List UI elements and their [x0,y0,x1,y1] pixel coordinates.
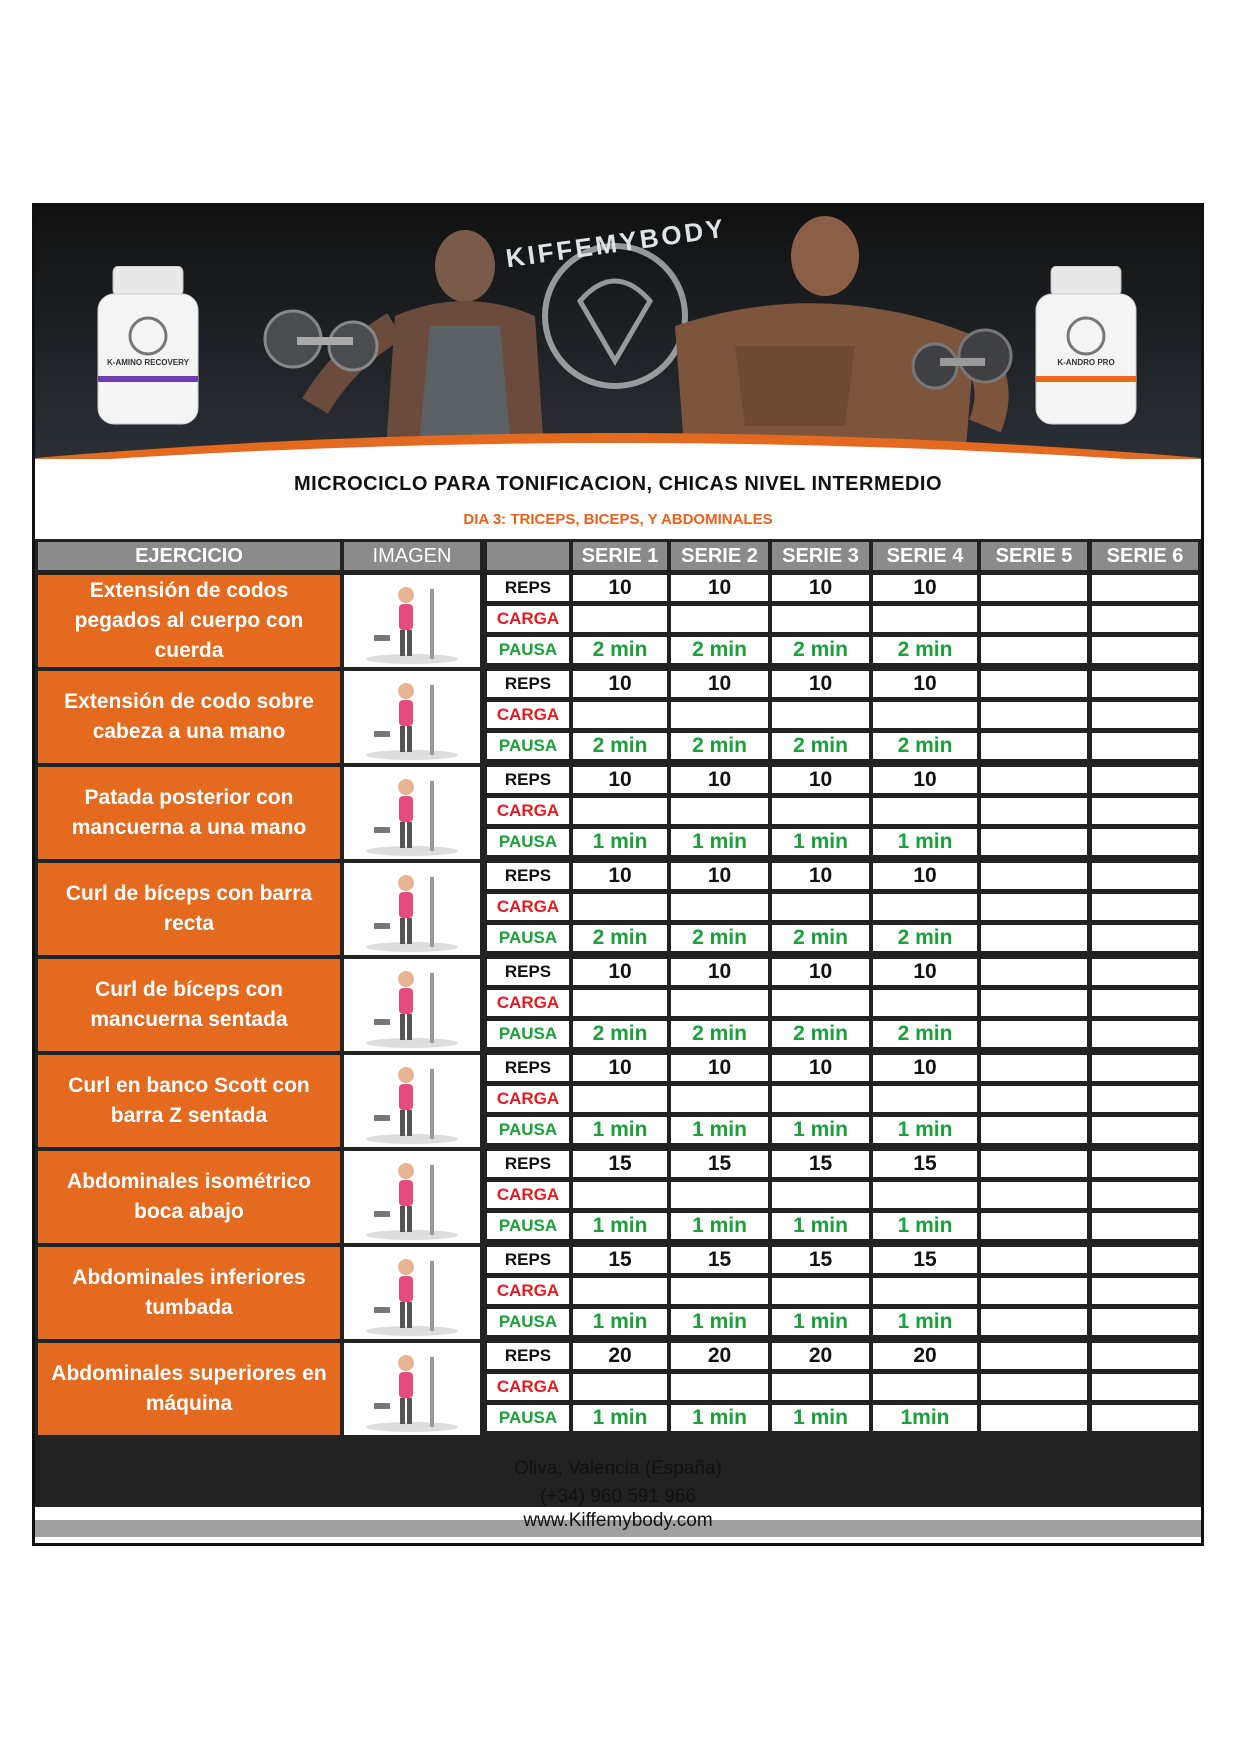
exercise-illustration-icon [344,671,480,763]
header-imagen: IMAGEN [344,542,480,570]
carga-cell [772,894,869,920]
carga-cell [573,990,667,1016]
reps-cell: 10 [671,767,768,793]
reps-cell [1092,863,1198,889]
pausa-cell: 1 min [772,829,869,855]
pausa-cell: 1 min [873,1117,977,1143]
carga-cell [671,798,768,824]
row-label-carga: CARGA [487,1182,569,1208]
pausa-cell: 1 min [573,1213,667,1239]
exercise-name: Extensión de codos pegados al cuerpo con cuerda [38,575,340,667]
reps-cell: 20 [873,1343,977,1369]
pausa-cell: 1 min [573,829,667,855]
footer-location: Oliva, Valencia (España) [514,1458,722,1479]
workout-table [35,539,1201,1507]
header-serie-1: SERIE 1 [573,542,667,570]
carga-cell [573,894,667,920]
reps-cell: 10 [873,959,977,985]
carga-cell [1092,1278,1198,1304]
reps-cell: 10 [671,671,768,697]
pausa-cell: 1 min [671,1309,768,1335]
carga-cell [671,894,768,920]
pausa-cell [1092,829,1198,855]
row-label-reps: REPS [487,1247,569,1273]
pausa-cell: 2 min [573,637,667,663]
reps-cell [981,959,1087,985]
exercise-illustration-icon [344,767,480,859]
reps-cell [1092,671,1198,697]
reps-cell: 20 [573,1343,667,1369]
carga-cell [873,1278,977,1304]
orange-swoosh [35,428,1201,459]
pausa-cell: 1 min [573,1117,667,1143]
row-label-pausa: PAUSA [487,733,569,759]
exercise-illustration-icon [344,1151,480,1243]
reps-cell [1092,1343,1198,1369]
exercise-name: Curl de bíceps con barra recta [38,863,340,955]
reps-cell: 10 [772,959,869,985]
carga-cell [772,990,869,1016]
reps-cell: 10 [671,863,768,889]
reps-cell: 20 [772,1343,869,1369]
reps-cell [981,671,1087,697]
row-label-pausa: PAUSA [487,637,569,663]
carga-cell [873,894,977,920]
pausa-cell: 1 min [873,1213,977,1239]
row-label-reps: REPS [487,1343,569,1369]
pausa-cell: 1min [873,1405,977,1431]
carga-cell [1092,894,1198,920]
pausa-cell: 2 min [772,733,869,759]
brand-emblem-icon [545,246,685,386]
row-label-reps: REPS [487,575,569,601]
exercise-name: Patada posterior con mancuerna a una mano [38,767,340,859]
reps-cell [1092,767,1198,793]
pausa-cell: 2 min [772,925,869,951]
carga-cell [671,990,768,1016]
row-label-carga: CARGA [487,894,569,920]
pausa-cell [1092,925,1198,951]
carga-cell [772,798,869,824]
pausa-cell: 2 min [873,637,977,663]
carga-cell [1092,1182,1198,1208]
carga-cell [1092,990,1198,1016]
pausa-cell: 1 min [573,1309,667,1335]
pausa-cell [981,925,1087,951]
reps-cell: 10 [671,959,768,985]
carga-cell [981,1374,1087,1400]
pausa-cell: 2 min [671,1021,768,1047]
pausa-cell [1092,1213,1198,1239]
row-label-pausa: PAUSA [487,925,569,951]
reps-cell [981,1247,1087,1273]
carga-cell [573,702,667,728]
row-label-carga: CARGA [487,1278,569,1304]
exercise-illustration-icon [344,1343,480,1435]
reps-cell: 10 [873,575,977,601]
header-serie-3: SERIE 3 [772,542,869,570]
reps-cell: 10 [573,671,667,697]
reps-cell: 10 [772,863,869,889]
pausa-cell: 1 min [772,1117,869,1143]
reps-cell [981,1151,1087,1177]
header-serie-6: SERIE 6 [1092,542,1198,570]
reps-cell [1092,1055,1198,1081]
product-name-right: K-ANDRO PRO [1057,358,1115,367]
reps-cell [981,1055,1087,1081]
carga-cell [873,702,977,728]
reps-cell: 10 [573,959,667,985]
pausa-cell [981,829,1087,855]
reps-cell: 10 [772,671,869,697]
product-bottle-left [93,266,203,426]
footer-phone: (+34) 960 591 966 [540,1486,696,1507]
reps-cell [1092,575,1198,601]
exercise-name: Abdominales isométrico boca abajo [38,1151,340,1243]
reps-cell: 15 [573,1247,667,1273]
reps-cell: 10 [573,767,667,793]
header-serie-2: SERIE 2 [671,542,768,570]
carga-cell [1092,1086,1198,1112]
carga-cell [671,1374,768,1400]
row-label-reps: REPS [487,671,569,697]
reps-cell: 15 [873,1247,977,1273]
carga-cell [671,606,768,632]
exercise-illustration-icon [344,1247,480,1339]
brand-name: KIFFEMYBODY [503,212,729,274]
workout-sheet [32,203,1204,1546]
pausa-cell [981,1021,1087,1047]
pausa-cell: 2 min [671,925,768,951]
reps-cell: 10 [772,575,869,601]
pausa-cell: 1 min [671,1117,768,1143]
exercise-name: Abdominales inferiores tumbada [38,1247,340,1339]
pausa-cell: 1 min [573,1405,667,1431]
page-subtitle: DIA 3: TRICEPS, BICEPS, Y ABDOMINALES [463,511,773,528]
pausa-cell: 1 min [671,1213,768,1239]
carga-cell [573,1374,667,1400]
reps-cell: 15 [671,1151,768,1177]
carga-cell [873,1374,977,1400]
reps-cell: 10 [772,1055,869,1081]
reps-cell: 20 [671,1343,768,1369]
pausa-cell: 1 min [873,1309,977,1335]
row-label-pausa: PAUSA [487,1021,569,1047]
reps-cell [1092,959,1198,985]
row-label-pausa: PAUSA [487,1405,569,1431]
pausa-cell [1092,1309,1198,1335]
carga-cell [671,1278,768,1304]
reps-cell: 10 [671,575,768,601]
pausa-cell [981,1405,1087,1431]
banner [35,206,1201,459]
pausa-cell: 2 min [873,1021,977,1047]
reps-cell [981,575,1087,601]
reps-cell: 10 [671,1055,768,1081]
row-label-reps: REPS [487,1151,569,1177]
row-label-reps: REPS [487,959,569,985]
pausa-cell [981,1213,1087,1239]
product-name-left: K-AMINO RECOVERY [107,358,189,367]
carga-cell [573,798,667,824]
pausa-cell [981,1309,1087,1335]
row-label-carga: CARGA [487,702,569,728]
reps-cell: 15 [873,1151,977,1177]
exercise-illustration-icon [344,863,480,955]
exercise-name: Curl de bíceps con mancuerna sentada [38,959,340,1051]
header-serie-5: SERIE 5 [981,542,1087,570]
reps-cell [981,863,1087,889]
pausa-cell: 2 min [772,1021,869,1047]
reps-cell: 10 [873,671,977,697]
row-label-pausa: PAUSA [487,1117,569,1143]
reps-cell [1092,1151,1198,1177]
title-block [35,459,1201,539]
pausa-cell: 2 min [873,733,977,759]
carga-cell [873,990,977,1016]
exercise-name: Extensión de codo sobre cabeza a una mano [38,671,340,763]
carga-cell [772,1086,869,1112]
page-title: MICROCICLO PARA TONIFICACION, CHICAS NIVEL INTERMEDIO [294,473,942,495]
pausa-cell [981,1117,1087,1143]
reps-cell [1092,1247,1198,1273]
carga-cell [772,702,869,728]
carga-cell [671,702,768,728]
carga-cell [981,990,1087,1016]
footer-website[interactable]: www.Kiffemybody.com [523,1510,713,1531]
carga-cell [981,1278,1087,1304]
pausa-cell [1092,1405,1198,1431]
row-label-carga: CARGA [487,990,569,1016]
row-label-reps: REPS [487,863,569,889]
carga-cell [873,606,977,632]
pausa-cell: 2 min [873,925,977,951]
carga-cell [573,606,667,632]
pausa-cell [981,637,1087,663]
carga-cell [573,1278,667,1304]
exercise-illustration-icon [344,575,480,667]
row-label-pausa: PAUSA [487,1213,569,1239]
carga-cell [772,1182,869,1208]
row-label-carga: CARGA [487,798,569,824]
carga-cell [573,1086,667,1112]
pausa-cell: 2 min [772,637,869,663]
carga-cell [981,894,1087,920]
carga-cell [1092,798,1198,824]
man-figure-icon [675,216,992,459]
row-label-carga: CARGA [487,1086,569,1112]
reps-cell: 10 [573,575,667,601]
exercise-illustration-icon [344,1055,480,1147]
reps-cell: 10 [873,1055,977,1081]
reps-cell: 10 [573,863,667,889]
row-label-reps: REPS [487,767,569,793]
carga-cell [981,1182,1087,1208]
reps-cell: 15 [573,1151,667,1177]
pausa-cell: 1 min [772,1405,869,1431]
reps-cell: 15 [772,1247,869,1273]
header-blank [487,542,569,570]
carga-cell [873,1086,977,1112]
row-label-carga: CARGA [487,1374,569,1400]
product-bottle-right [1031,266,1141,426]
reps-cell [981,767,1087,793]
pausa-cell: 2 min [671,637,768,663]
row-label-pausa: PAUSA [487,1309,569,1335]
carga-cell [981,1086,1087,1112]
pausa-cell [1092,637,1198,663]
header-serie-4: SERIE 4 [873,542,977,570]
reps-cell: 10 [573,1055,667,1081]
pausa-cell: 1 min [671,1405,768,1431]
pausa-cell [981,733,1087,759]
carga-cell [981,606,1087,632]
pausa-cell: 2 min [573,733,667,759]
carga-cell [873,798,977,824]
pausa-cell: 1 min [873,829,977,855]
reps-cell: 10 [873,863,977,889]
pausa-cell [1092,1117,1198,1143]
carga-cell [772,1278,869,1304]
pausa-cell: 1 min [671,829,768,855]
pausa-cell: 2 min [671,733,768,759]
carga-cell [873,1182,977,1208]
reps-cell: 15 [671,1247,768,1273]
dumbbell-left-icon [265,311,377,370]
carga-cell [772,1374,869,1400]
reps-cell: 10 [873,767,977,793]
pausa-cell: 1 min [772,1213,869,1239]
carga-cell [1092,702,1198,728]
carga-cell [671,1182,768,1208]
carga-cell [1092,606,1198,632]
carga-cell [573,1182,667,1208]
row-label-reps: REPS [487,1055,569,1081]
carga-cell [772,606,869,632]
pausa-cell: 2 min [573,925,667,951]
reps-cell [981,1343,1087,1369]
row-label-pausa: PAUSA [487,829,569,855]
exercise-name: Abdominales superiores en máquina [38,1343,340,1435]
carga-cell [671,1086,768,1112]
carga-cell [1092,1374,1198,1400]
reps-cell: 15 [772,1151,869,1177]
pausa-cell: 2 min [573,1021,667,1047]
exercise-name: Curl en banco Scott con barra Z sentada [38,1055,340,1147]
carga-cell [981,702,1087,728]
reps-cell: 10 [772,767,869,793]
row-label-carga: CARGA [487,606,569,632]
header-ejercicio: EJERCICIO [38,542,340,570]
pausa-cell [1092,1021,1198,1047]
pausa-cell [1092,733,1198,759]
pausa-cell: 1 min [772,1309,869,1335]
carga-cell [981,798,1087,824]
exercise-illustration-icon [344,959,480,1051]
